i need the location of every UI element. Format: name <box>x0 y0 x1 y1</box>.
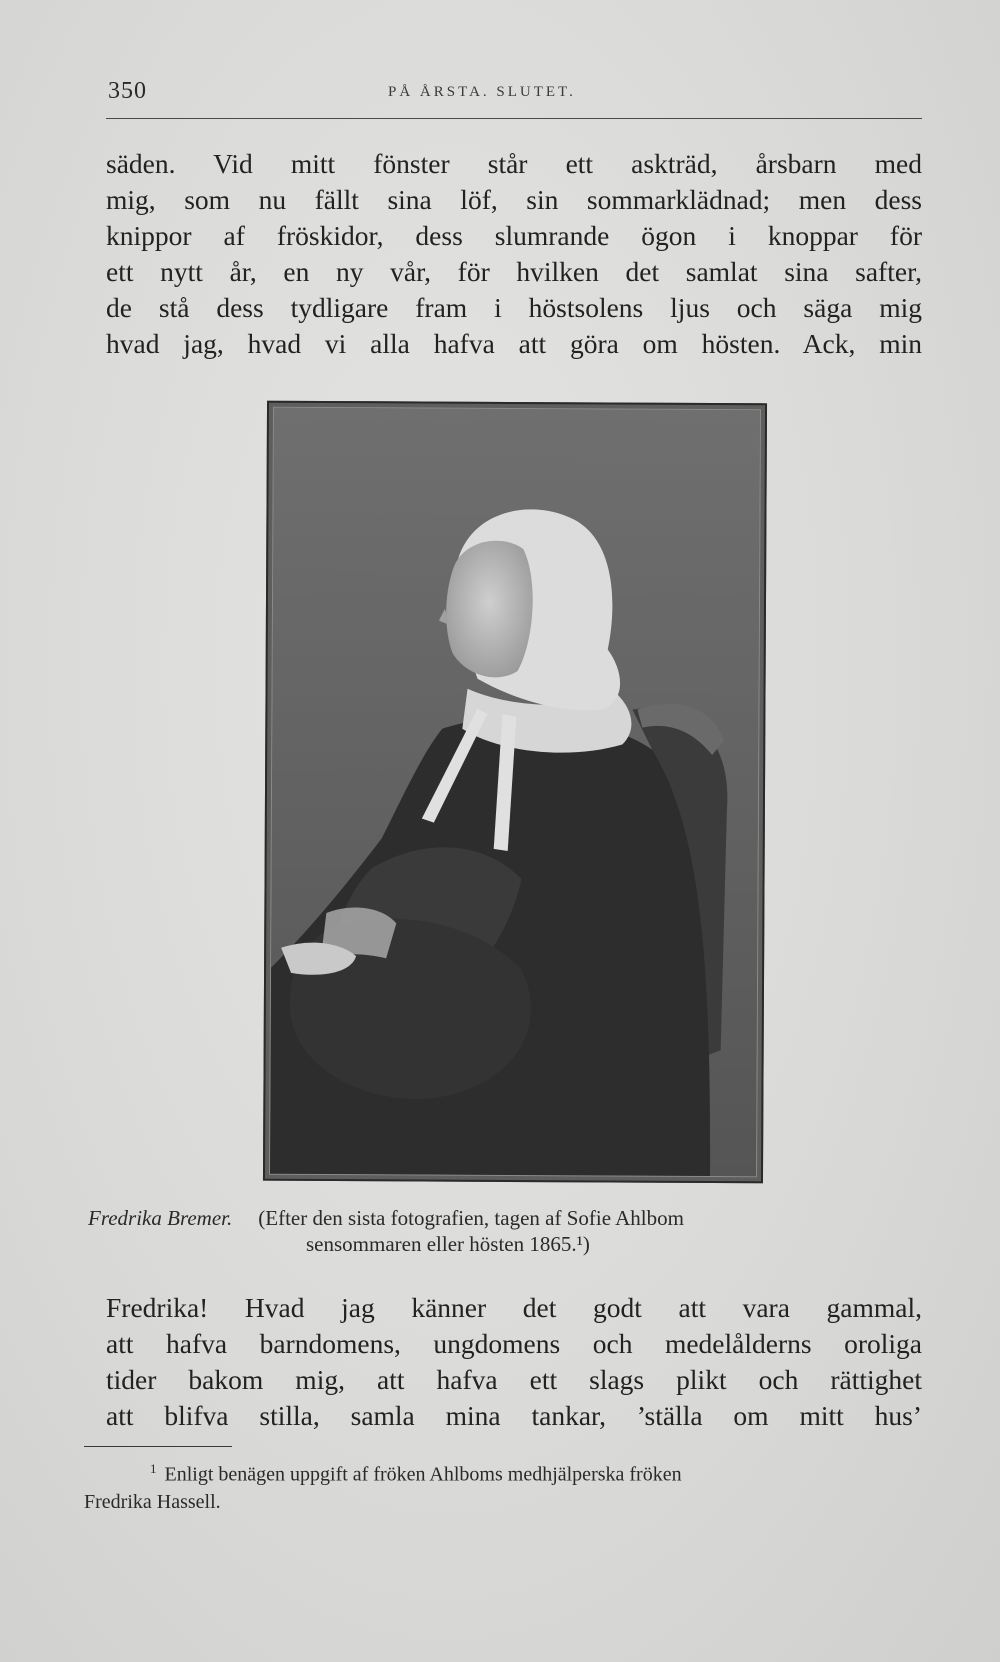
text-line: säden. Vid mitt fönster står ett askträd, årsbarn med <box>106 148 922 179</box>
footnote-line-1: Enligt benägen uppgift af fröken Ahlboms medhjälperska fröken <box>164 1463 682 1486</box>
caption-line-2: sensommaren eller hösten 1865.¹) <box>306 1232 590 1256</box>
text-line: Fredrika! Hvad jag känner det godt att vara gammal, <box>106 1292 922 1323</box>
photo-caption <box>88 1205 928 1257</box>
caption-line-1: (Efter den sista fotografien, tagen af Sofie Ahlbom <box>258 1206 684 1230</box>
text-line: att blifva stilla, samla mina tankar, ’ställa om mitt hus’ <box>106 1400 922 1431</box>
running-header <box>108 78 920 108</box>
text-line: att hafva barndomens, ungdomens och medelålderns oroliga <box>106 1328 922 1359</box>
text-line: hvad jag, hvad vi alla hafva att göra om hösten. Ack, min <box>106 328 922 359</box>
portrait-figure <box>270 408 760 1177</box>
text-line: knippor af fröskidor, dess slumrande ögon i knoppar för <box>106 220 922 251</box>
photo-surface <box>269 407 761 1178</box>
caption-name: Fredrika Bremer. <box>88 1206 233 1230</box>
footnote-rule <box>84 1446 232 1447</box>
page-number: 350 <box>108 78 147 104</box>
header-rule <box>106 118 922 119</box>
footnote-line-2: Fredrika Hassell. <box>84 1490 221 1513</box>
text-line: de stå dess tydligare fram i höstsolens ljus och säga mig <box>106 292 922 323</box>
portrait-photograph <box>263 401 767 1184</box>
footnote <box>84 1455 904 1516</box>
text-block-bottom <box>106 1290 922 1434</box>
text-line: ett nytt år, en ny vår, för hvilken det samlat sina safter, <box>106 256 922 287</box>
text-block-top <box>106 146 922 362</box>
text-line: tider bakom mig, att hafva ett slags plikt och rättighet <box>106 1364 922 1395</box>
text-line: mig, som nu fällt sina löf, sin sommarklädnad; men dess <box>106 184 922 215</box>
footnote-marker: 1 <box>150 1461 157 1476</box>
running-title: PÅ ÅRSTA. SLUTET. <box>388 84 576 100</box>
